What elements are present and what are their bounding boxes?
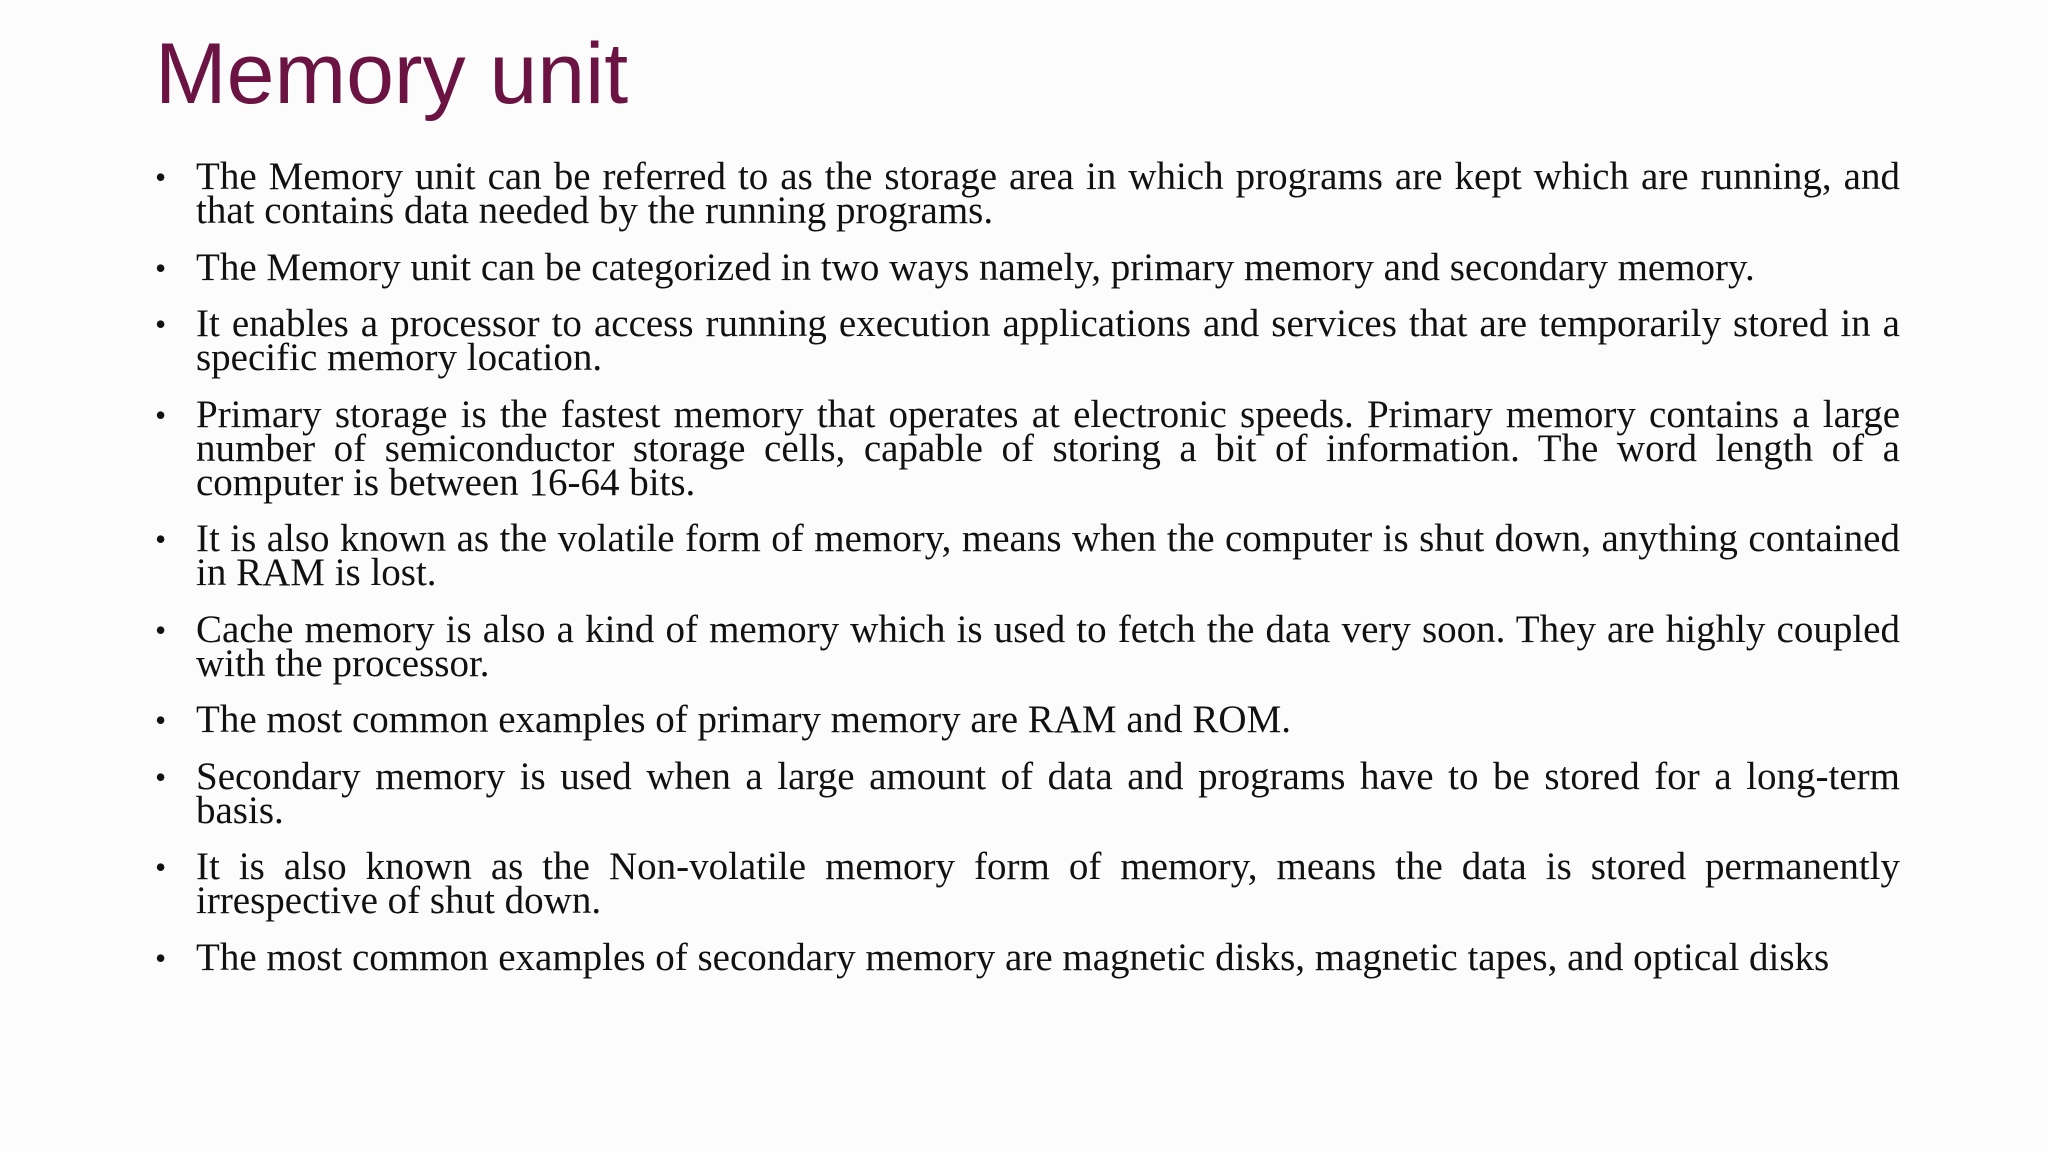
bullet-item bbox=[155, 517, 1900, 594]
bullet-icon: • bbox=[155, 249, 167, 286]
bullet-icon: • bbox=[155, 159, 167, 195]
bullet-icon: • bbox=[155, 611, 167, 648]
bullet-icon: • bbox=[155, 521, 167, 557]
bullet-text: It is also known as the volatile form of memory, means when the computer is shut down, anything contained in RAM is lost. bbox=[196, 517, 1900, 594]
bullet-item bbox=[155, 607, 1900, 685]
bullet-item bbox=[155, 754, 1900, 832]
bullet-item bbox=[155, 245, 1900, 289]
bullet-text: The Memory unit can be categorized in two ways namely, primary memory and secondary memory. bbox=[196, 245, 1755, 289]
bullet-text: The Memory unit can be referred to as the storage area in which programs are kept which are running, and that contains data needed by the running programs. bbox=[196, 155, 1900, 232]
bullet-text: Cache memory is also a kind of memory which is used to fetch the data very soon. They are highly coupled with the processor. bbox=[196, 607, 1900, 685]
bullet-item bbox=[155, 392, 1900, 504]
bullet-text: The most common examples of primary memory are RAM and ROM. bbox=[196, 698, 1292, 741]
bullet-item bbox=[155, 698, 1900, 741]
bullet-item bbox=[155, 302, 1900, 379]
bullet-text: The most common examples of secondary memory are magnetic disks, magnetic tapes, and optical disks bbox=[196, 935, 1830, 979]
bullet-item bbox=[155, 155, 1900, 232]
bullet-icon: • bbox=[155, 758, 167, 795]
bullet-item bbox=[155, 845, 1900, 922]
bullet-text: Primary storage is the fastest memory that operates at electronic speeds. Primary memory contains a large number of semiconductor storage cells, capable of storing a bit of information. The word length of a computer is between 16-64 bits. bbox=[196, 392, 1900, 504]
bullet-icon: • bbox=[155, 396, 167, 433]
bullet-icon: • bbox=[155, 849, 167, 885]
bullet-icon: • bbox=[155, 306, 167, 342]
bullet-text: Secondary memory is used when a large amount of data and programs have to be stored for a long-term basis. bbox=[196, 754, 1900, 832]
bullet-icon: • bbox=[155, 702, 167, 738]
bullet-text: It is also known as the Non-volatile memory form of memory, means the data is stored permanently irrespective of shut down. bbox=[196, 845, 1900, 922]
slide-title: Memory unit bbox=[155, 26, 629, 122]
bullet-list bbox=[155, 155, 1900, 997]
bullet-icon: • bbox=[155, 939, 167, 976]
bullet-item bbox=[155, 935, 1900, 979]
bullet-text: It enables a processor to access running execution applications and services that are temporarily stored in a specific memory location. bbox=[196, 302, 1900, 379]
